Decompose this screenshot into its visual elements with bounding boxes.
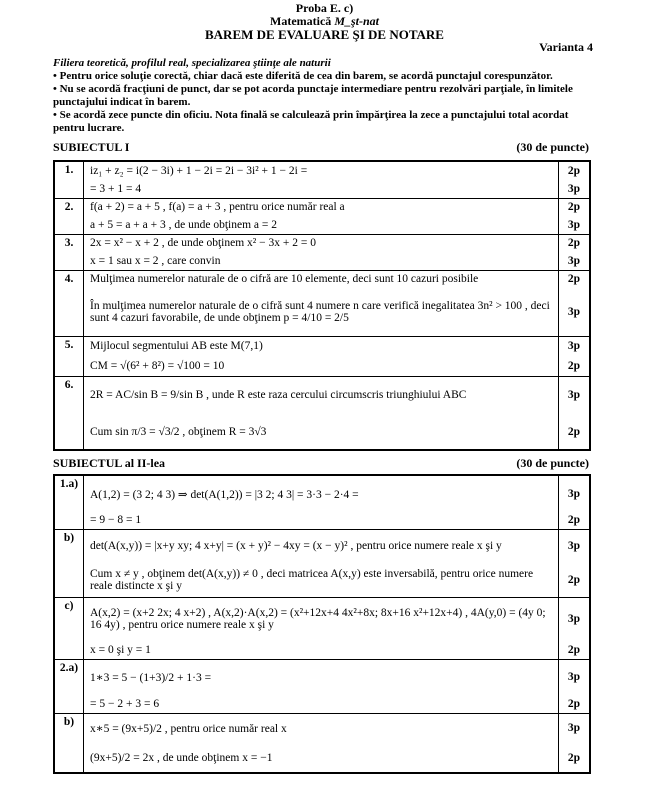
points-value: 3p (559, 713, 591, 743)
points-value: 2p (559, 414, 591, 450)
solution-text: 1∗3 = 5 − (1+3)/2 + 1·3 = (84, 659, 559, 695)
item-number: 1. (54, 161, 84, 198)
barem-line (54, 356, 590, 376)
barem-line (54, 414, 590, 450)
points-value: 3p (559, 475, 591, 511)
section-2-points: (30 de puncte) (516, 456, 589, 470)
points-value: 2p (559, 234, 591, 252)
intro-bullet-1: • Pentru orice soluţie corectă, chiar dacă este diferită de cea din barem, se acordă punctajul corespunzător. (53, 70, 553, 82)
intro-block (53, 57, 599, 135)
solution-text: a + 5 = a + a + 3 , de unde obţinem a = 2 (84, 216, 559, 234)
section-1-title: SUBIECTUL I (53, 140, 130, 154)
solution-text: Mulţimea numerelor naturale de o cifră are 10 elemente, deci sunt 10 cazuri posibile (84, 270, 559, 288)
points-value: 2p (559, 198, 591, 216)
barem-line (54, 336, 590, 356)
solution-text: CM = √(6² + 8²) = √100 = 10 (84, 356, 559, 376)
section-2-title: SUBIECTUL al II-lea (53, 456, 166, 470)
solution-text: = 9 − 8 = 1 (84, 511, 559, 529)
barem-line (54, 743, 590, 773)
item-number: 5. (54, 336, 84, 376)
solution-text: x∗5 = (9x+5)/2 , pentru orice număr real x (84, 713, 559, 743)
points-value: 3p (559, 336, 591, 356)
barem-line (54, 180, 590, 198)
barem-line (54, 475, 590, 511)
points-value: 2p (559, 356, 591, 376)
solution-text: Cum x ≠ y , obţinem det(A(x,y)) ≠ 0 , deci matricea A(x,y) este inversabilă, pentru orice numere reale distincte x şi y (84, 563, 559, 597)
solution-text: 2R = AC/sin B = 9/sin B , unde R este raza cercului circumscris triunghiului ABC (84, 376, 559, 414)
solution-text: Cum sin π/3 = √3/2 , obţinem R = 3√3 (84, 414, 559, 450)
barem-line (54, 288, 590, 336)
solution-text: x = 1 sau x = 2 , care convin (84, 252, 559, 270)
item-number: b) (54, 713, 84, 773)
document-title: BAREM DE EVALUARE ŞI DE NOTARE (205, 27, 444, 42)
points-value: 3p (559, 376, 591, 414)
points-value: 2p (559, 641, 591, 659)
points-value: 2p (559, 511, 591, 529)
barem-line (54, 713, 590, 743)
item-number: 2. (54, 198, 84, 234)
barem-line (54, 270, 590, 288)
item-number: 6. (54, 376, 84, 450)
solution-text: A(1,2) = (3 2; 4 3) ⇒ det(A(1,2)) = |3 2; 4 3| = 3·3 − 2·4 = (84, 475, 559, 511)
barem-line (54, 198, 590, 216)
item-number: 1.a) (54, 475, 84, 529)
barem-line (54, 529, 590, 563)
barem-line (54, 695, 590, 713)
solution-text: f(a + 2) = a + 5 , f(a) = a + 3 , pentru orice număr real a (84, 198, 559, 216)
exam-subject: Matematică M_şt-nat (270, 14, 379, 28)
section-2-heading (53, 456, 589, 471)
points-value: 3p (559, 252, 591, 270)
points-value: 2p (559, 695, 591, 713)
section-1-table (53, 160, 591, 451)
solution-text: Mijlocul segmentului AB este M(7,1) (84, 336, 559, 356)
solution-text: x = 0 şi y = 1 (84, 641, 559, 659)
barem-line (54, 252, 590, 270)
barem-line (54, 216, 590, 234)
solution-text: (9x+5)/2 = 2x , de unde obţinem x = −1 (84, 743, 559, 773)
barem-line (54, 597, 590, 641)
points-value: 3p (559, 288, 591, 336)
barem-line (54, 563, 590, 597)
points-value: 3p (559, 180, 591, 198)
item-number: c) (54, 597, 84, 659)
item-number: 2.a) (54, 659, 84, 713)
points-value: 3p (559, 597, 591, 641)
variant-label: Varianta 4 (539, 40, 593, 54)
barem-line (54, 641, 590, 659)
intro-bullet-2: • Nu se acordă fracţiuni de punct, dar se pot acorda punctaje intermediare pentru rezolvări parţiale, în limitele punctajului indicat în barem. (53, 83, 573, 108)
solution-text: A(x,2) = (x+2 2x; 4 x+2) , A(x,2)·A(x,2) = (x²+12x+4 4x²+8x; 8x+16 x²+12x+4) , 4A(y,0) = (4y 0; 16 4y) , pentru orice numere reale x şi y (84, 597, 559, 641)
section-1-points: (30 de puncte) (516, 140, 589, 154)
solution-text: 2x = x² − x + 2 , de unde obţinem x² − 3x + 2 = 0 (84, 234, 559, 252)
intro-bullet-3: • Se acordă zece puncte din oficiu. Nota finală se calculează prin împărţirea la zece a punctajului total acordat pentru lucrare. (53, 109, 569, 134)
barem-line (54, 659, 590, 695)
item-number: b) (54, 529, 84, 597)
exam-title: Proba E. c) (295, 1, 354, 15)
points-value: 2p (559, 743, 591, 773)
solution-text: În mulţimea numerelor naturale de o cifră sunt 4 numere n care verifică inegalitatea 3n² > 100 , deci sunt 4 cazuri favorabile, de unde obţinem p = 4/10 = 2/5 (84, 288, 559, 336)
barem-line (54, 376, 590, 414)
item-number: 4. (54, 270, 84, 336)
points-value: 3p (559, 659, 591, 695)
barem-line (54, 511, 590, 529)
points-value: 2p (559, 563, 591, 597)
section-2-table (53, 474, 591, 774)
solution-text: iz₁ + z₂ = i(2 − 3i) + 1 − 2i = 2i − 3i² + 1 − 2i = (84, 161, 559, 180)
solution-text: det(A(x,y)) = |x+y xy; 4 x+y| = (x + y)² − 4xy = (x − y)² , pentru orice numere reale x şi y (84, 529, 559, 563)
item-number: 3. (54, 234, 84, 270)
barem-line (54, 161, 590, 180)
intro-title: Filiera teoretică, profilul real, specializarea ştiinţe ale naturii (53, 57, 331, 69)
points-value: 3p (559, 529, 591, 563)
points-value: 2p (559, 161, 591, 180)
solution-text: = 5 − 2 + 3 = 6 (84, 695, 559, 713)
points-value: 2p (559, 270, 591, 288)
header (0, 0, 649, 41)
section-1-heading (53, 140, 589, 155)
points-value: 3p (559, 216, 591, 234)
solution-text: = 3 + 1 = 4 (84, 180, 559, 198)
barem-line (54, 234, 590, 252)
